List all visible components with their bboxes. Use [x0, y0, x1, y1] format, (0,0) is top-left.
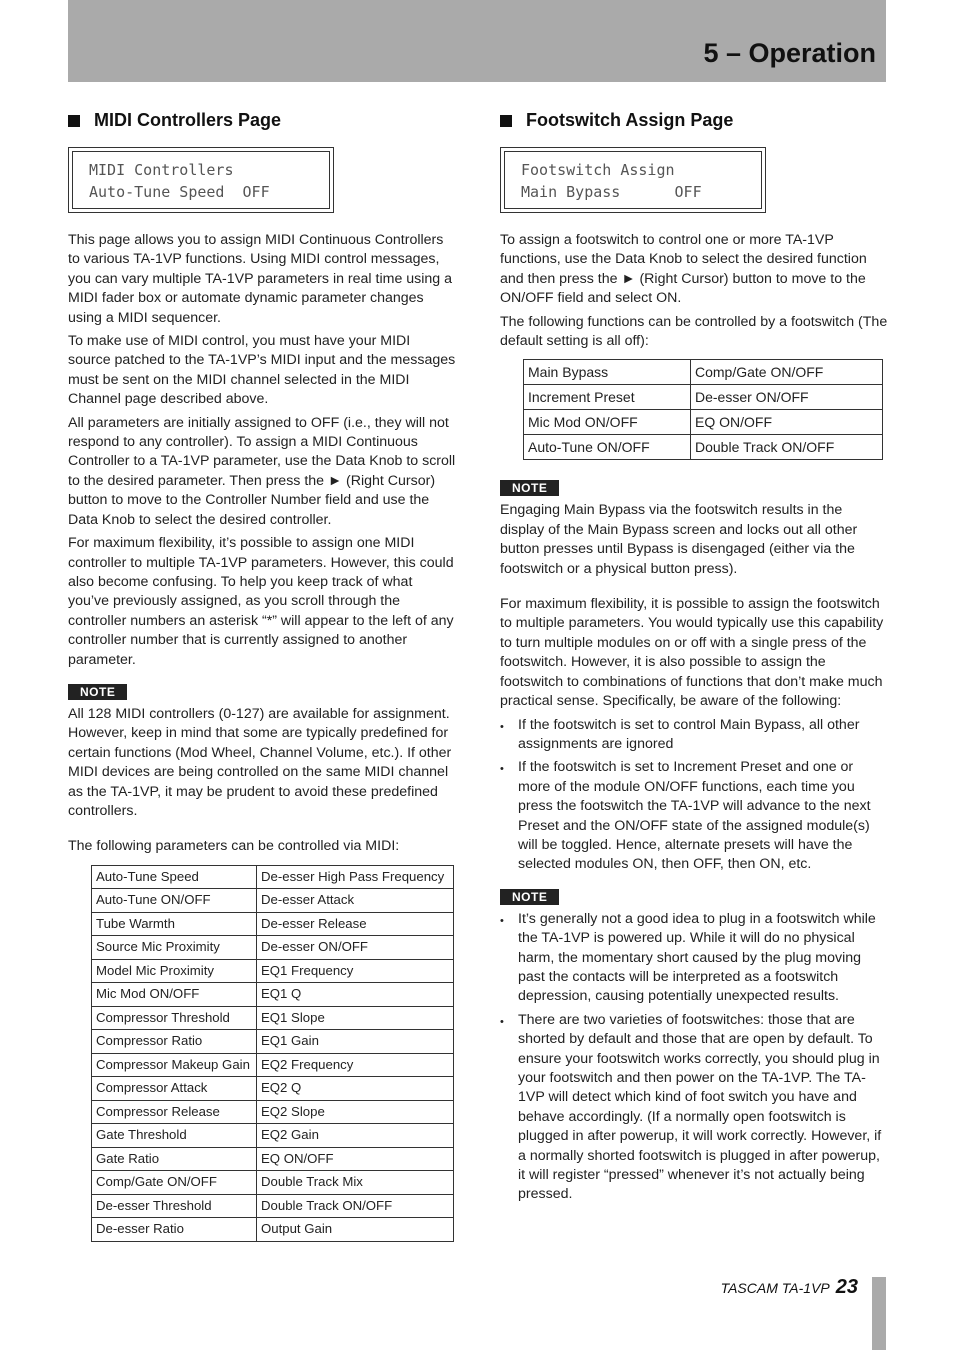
section-heading-midi	[68, 110, 456, 131]
section-heading-footswitch	[500, 110, 888, 131]
table-cell: Double Track ON/OFF	[257, 1194, 454, 1218]
table-cell: Compressor Makeup Gain	[92, 1053, 257, 1077]
table-cell: Double Track Mix	[257, 1171, 454, 1195]
note-label: NOTE	[500, 889, 559, 905]
body-paragraph: All parameters are initially assigned to OFF (i.e., they will not respond to any controller). To assign a MIDI Continuous Controller to a TA-1VP parameter, use the Data Knob to scroll to the desired parameter. Then press the ► (Right Cursor) button to move to the Controller Number field and use the Data Knob to select the desired controller.	[68, 414, 456, 528]
table-cell: EQ2 Slope	[257, 1100, 454, 1124]
table-cell: Double Track ON/OFF	[691, 435, 883, 460]
lcd-screen	[504, 151, 762, 209]
table-cell: De-esser Ratio	[92, 1218, 257, 1242]
table-row	[92, 1100, 454, 1124]
table-row	[92, 983, 454, 1007]
body-paragraph: This page allows you to assign MIDI Continuous Controllers to various TA-1VP functions. Using MIDI control messages, you can vary multiple TA-1VP parameters in real time using a MIDI fader box or automate dynamic parameter changes using a MIDI sequencer.	[68, 232, 453, 326]
table-row	[92, 865, 454, 889]
note-label: NOTE	[68, 684, 127, 700]
square-bullet-icon	[500, 115, 512, 127]
table-cell: Output Gain	[257, 1218, 454, 1242]
table-cell: Auto-Tune ON/OFF	[524, 435, 691, 460]
table-cell: De-esser High Pass Frequency	[257, 865, 454, 889]
table-cell: EQ ON/OFF	[257, 1147, 454, 1171]
note-label: NOTE	[500, 480, 559, 496]
table-row	[524, 435, 883, 460]
chapter-title: 5 – Operation	[703, 38, 876, 68]
table-cell: Gate Threshold	[92, 1124, 257, 1148]
table-cell: Main Bypass	[524, 360, 691, 385]
table-row	[92, 1194, 454, 1218]
table-row	[92, 959, 454, 983]
table-cell: Mic Mod ON/OFF	[524, 410, 691, 435]
table-cell: Auto-Tune ON/OFF	[92, 889, 257, 913]
header-band	[68, 0, 886, 82]
table-row	[92, 936, 454, 960]
table-cell: Increment Preset	[524, 385, 691, 410]
table-cell: De-esser Attack	[257, 889, 454, 913]
table-cell: EQ2 Frequency	[257, 1053, 454, 1077]
table-cell: Compressor Threshold	[92, 1006, 257, 1030]
table-cell: EQ1 Gain	[257, 1030, 454, 1054]
table-cell: Model Mic Proximity	[92, 959, 257, 983]
table-cell: Comp/Gate ON/OFF	[691, 360, 883, 385]
left-column	[68, 110, 456, 1242]
right-column	[500, 110, 888, 1209]
midi-parameter-table	[91, 865, 454, 1242]
table-cell: De-esser ON/OFF	[691, 385, 883, 410]
table-cell: Auto-Tune Speed	[92, 865, 257, 889]
table-cell: EQ2 Q	[257, 1077, 454, 1101]
table-row	[92, 1171, 454, 1195]
table-row	[92, 1030, 454, 1054]
table-cell: Compressor Attack	[92, 1077, 257, 1101]
list-item: • There are two varieties of footswitches: those that are shorted by default and those that are open by default. To ensure your footswitch works correctly, you should plug in your footswitch and then power on the TA-1VP. The TA-1VP will detect which kind of foot switch you have and behave accordingly. (If a normally open footswitch is plugged in after powerup, it will work correctly. However, if a normally shorted footswitch is plugged in after powerup, it will register “pressed” whenever it’s not actually being pressed.	[500, 1011, 888, 1205]
table-cell: Mic Mod ON/OFF	[92, 983, 257, 1007]
table-cell: De-esser ON/OFF	[257, 936, 454, 960]
bullet-list	[500, 910, 888, 1205]
list-item: • It’s generally not a good idea to plug in a footswitch while the TA-1VP is powered up. While it will do no physical harm, the momentary short caused by the plug moving past the contacts will be interpreted as a footswitch depression, causing potentially unexpected results.	[500, 910, 888, 1007]
square-bullet-icon	[68, 115, 80, 127]
table-row	[92, 1147, 454, 1171]
table-intro: The following parameters can be controlled via MIDI:	[68, 838, 400, 855]
table-row	[524, 385, 883, 410]
note-text: All 128 MIDI controllers (0-127) are available for assignment. However, keep in mind that some are typically predefined for certain functions (Mod Wheel, Channel Volume, etc.). If other MIDI devices are being controlled on the same MIDI channel as the TA-1VP, it may be prudent to avoid these predefined controllers.	[68, 705, 452, 819]
table-cell: Compressor Ratio	[92, 1030, 257, 1054]
table-cell: De-esser Release	[257, 912, 454, 936]
table-cell: EQ1 Q	[257, 983, 454, 1007]
footer-product: TASCAM TA-1VP	[720, 1280, 830, 1296]
page-number: 23	[835, 1276, 858, 1298]
lcd-screen	[72, 151, 330, 209]
lcd-line-1: MIDI Controllers	[89, 161, 234, 179]
table-row	[524, 410, 883, 435]
lcd-display-midi	[68, 147, 334, 213]
footswitch-heading-text: Footswitch Assign Page	[526, 110, 734, 130]
table-cell: EQ2 Gain	[257, 1124, 454, 1148]
table-cell: Source Mic Proximity	[92, 936, 257, 960]
table-row	[92, 1077, 454, 1101]
body-paragraph: To assign a footswitch to control one or more TA-1VP functions, use the Data Knob to select the desired function and then press the ► (Right Cursor) button to move to the ON/OFF field and select ON.	[500, 232, 867, 307]
table-row	[92, 889, 454, 913]
note-text: Engaging Main Bypass via the footswitch results in the display of the Main Bypass screen and locks out all other button presses until Bypass is disengaged (either via the footswitch or a physical button press).	[500, 502, 858, 577]
lcd-line-2: Main Bypass OFF	[521, 183, 702, 201]
footswitch-function-table	[523, 359, 883, 460]
table-row	[524, 360, 883, 385]
list-item: • If the footswitch is set to Increment Preset and one or more of the module ON/OFF functions, each time you press the footswitch the TA-1VP will advance to the next Preset and the ON/OFF state of the assigned module(s) will be toggled. Hence, alternate presets will have the selected modules ON, then OFF, then ON, etc.	[500, 758, 888, 874]
body-paragraph: The following functions can be controlled by a footswitch (The default setting is all off):	[500, 313, 888, 350]
table-cell: EQ ON/OFF	[691, 410, 883, 435]
table-row	[92, 1218, 454, 1242]
table-cell: Compressor Release	[92, 1100, 257, 1124]
table-cell: EQ1 Slope	[257, 1006, 454, 1030]
table-cell: Gate Ratio	[92, 1147, 257, 1171]
table-row	[92, 1006, 454, 1030]
bullet-list	[500, 716, 888, 875]
body-paragraph: For maximum flexibility, it’s possible to assign one MIDI controller to multiple TA-1VP parameters. However, this could also become confusing. To help you keep track of what you’ve previously assigned, as you scroll through the controller numbers an asterisk “*” will appear to the left of any controller number that is currently assigned to another parameter.	[68, 535, 454, 668]
table-row	[92, 1124, 454, 1148]
body-paragraph: For maximum flexibility, it is possible to assign the footswitch to multiple parameters. You would typically use this capability to turn multiple modules on or off with a single press of the footswitch. However, it is also possible to assign the footswitch to combinations of functions that don’t make much practical sense. Specifically, be aware of the following:	[500, 596, 884, 710]
table-cell: Tube Warmth	[92, 912, 257, 936]
page-footer	[721, 1276, 858, 1299]
lcd-display-footswitch	[500, 147, 766, 213]
table-row	[92, 1053, 454, 1077]
list-item: • If the footswitch is set to control Main Bypass, all other assignments are ignored	[500, 716, 888, 755]
table-cell: EQ1 Frequency	[257, 959, 454, 983]
footer-bar	[872, 1277, 886, 1350]
midi-heading-text: MIDI Controllers Page	[94, 110, 282, 130]
table-cell: De-esser Threshold	[92, 1194, 257, 1218]
body-paragraph: To make use of MIDI control, you must have your MIDI source patched to the TA-1VP’s MIDI input and the messages must be sent on the MIDI channel selected in the MIDI Channel page described above.	[68, 333, 456, 408]
lcd-line-2: Auto-Tune Speed OFF	[89, 183, 270, 201]
table-cell: Comp/Gate ON/OFF	[92, 1171, 257, 1195]
lcd-line-1: Footswitch Assign	[521, 161, 675, 179]
table-row	[92, 912, 454, 936]
